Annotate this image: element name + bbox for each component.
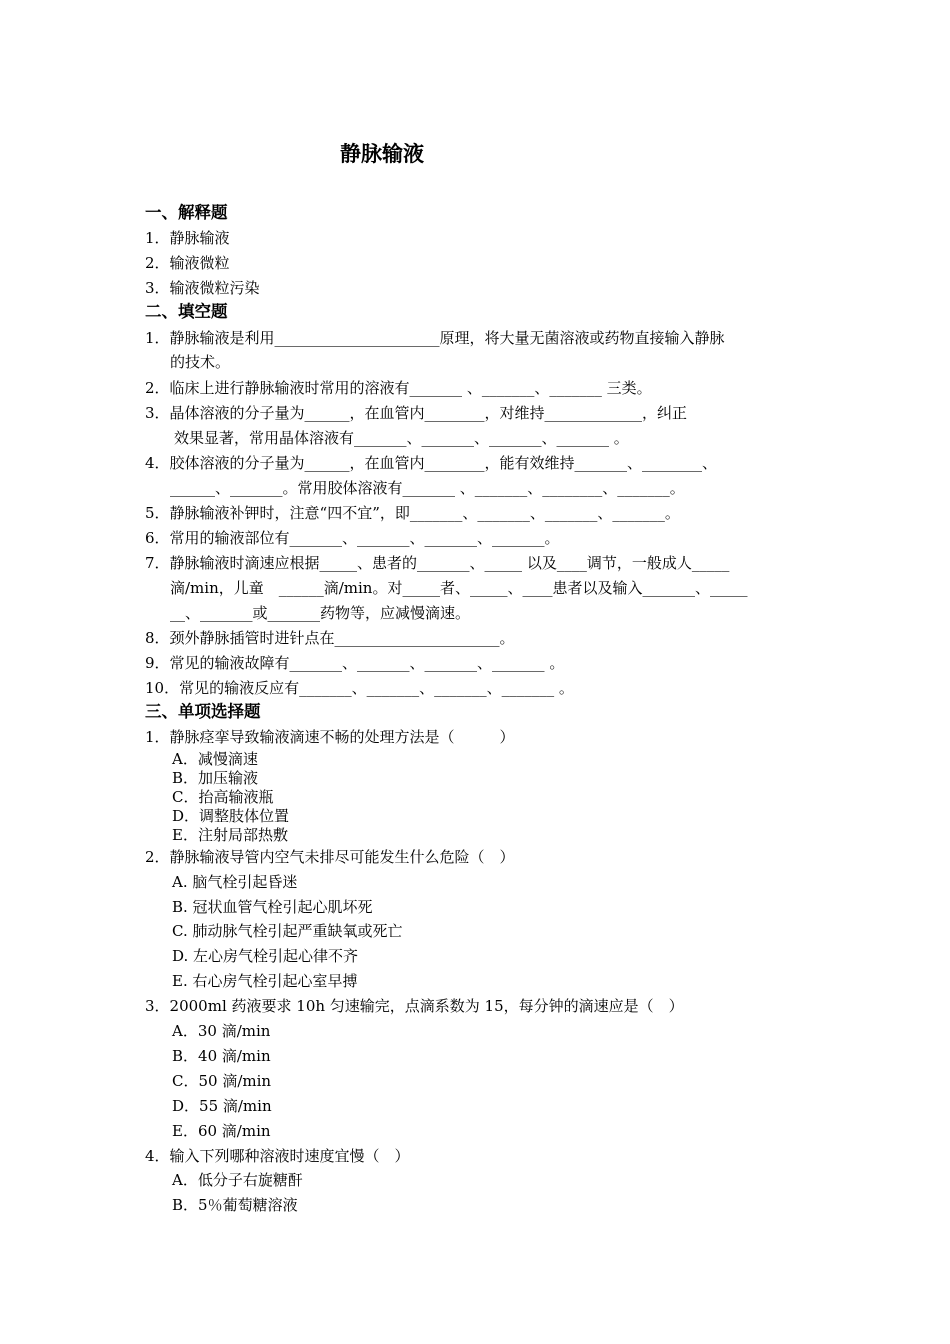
question-line: 4．输入下列哪种溶液时速度宜慢（ ）: [145, 1147, 410, 1165]
option-line: D．55 滴/min: [172, 1097, 272, 1115]
option-line: B．加压输液: [172, 769, 259, 787]
option-line: C．抬高输液瓶: [172, 788, 274, 806]
question-line: 10．常见的输液反应有_______、_______、_______、_______ 。: [145, 679, 574, 697]
section-heading-single-choice: 三、单项选择题: [145, 702, 261, 721]
option-line: A．低分子右旋糖酐: [172, 1171, 303, 1189]
option-line: B．5％葡萄糖溶液: [172, 1196, 298, 1214]
question-line: 5．静脉输液补钾时，注意“四不宜”，即_______、_______、_______、_______。: [145, 504, 680, 522]
option-line: C．50 滴/min: [172, 1072, 272, 1090]
option-line: D. 左心房气栓引起心律不齐: [172, 947, 359, 965]
question-line: 9．常见的输液故障有_______、_______、_______、_______ 。: [145, 654, 565, 672]
question-line: 1．静脉输液是利用______________________原理，将大量无菌溶液或药物直接输入静脉: [145, 329, 725, 347]
question-line: 的技术。: [170, 353, 231, 371]
question-line: 3．输液微粒污染: [145, 279, 260, 297]
question-line: 2．输液微粒: [145, 254, 230, 272]
section-heading-definitions: 一、解释题: [145, 203, 228, 222]
question-line: 6．常用的输液部位有_______、_______、_______、_______。: [145, 529, 560, 547]
option-line: B. 冠状血管气栓引起心肌坏死: [172, 898, 373, 916]
option-line: E. 右心房气栓引起心室早搏: [172, 972, 358, 990]
question-line: 效果显著，常用晶体溶液有_______、_______、_______、_______ 。: [174, 429, 629, 447]
question-line: 1．静脉输液: [145, 229, 230, 247]
question-line: ______、_______。常用胶体溶液有_______ 、_______、________、_______。: [170, 479, 685, 497]
question-line: 7．静脉输液时滴速应根据_____、患者的_______、_____ 以及____调节，一般成人_____: [145, 554, 730, 572]
option-line: A. 脑气栓引起昏迷: [172, 873, 298, 891]
option-line: E．60 滴/min: [172, 1122, 271, 1140]
question-line: __、_______或_______药物等，应减慢滴速。: [170, 604, 471, 622]
option-line: C. 肺动脉气栓引起严重缺氧或死亡: [172, 922, 403, 940]
option-line: E．注射局部热敷: [172, 826, 288, 844]
question-line: 1．静脉痉挛导致输液滴速不畅的处理方法是（ ）: [145, 728, 515, 746]
option-line: A．30 滴/min: [172, 1022, 271, 1040]
question-line: 2．静脉输液导管内空气未排尽可能发生什么危险（ ）: [145, 848, 515, 866]
page-title: 静脉输液: [340, 142, 424, 166]
option-line: D．调整肢体位置: [172, 807, 290, 825]
question-line: 8．颈外静脉插管时进针点在______________________。: [145, 629, 515, 647]
section-heading-fill-blank: 二、填空题: [145, 302, 228, 321]
question-line: 滴/min，儿童 ______滴/min。对_____者、_____、____患者以及输入_______、_____: [170, 579, 748, 597]
question-line: 3．2000ml 药液要求 10h 匀速输完，点滴系数为 15，每分钟的滴速应是（ ）: [145, 997, 684, 1015]
question-line: 4．胶体溶液的分子量为______，在血管内________，能有效维持_______、________、: [145, 454, 718, 472]
question-line: 2．临床上进行静脉输液时常用的溶液有_______ 、_______、_______ 三类。: [145, 379, 652, 397]
option-line: B．40 滴/min: [172, 1047, 271, 1065]
option-line: A．减慢滴速: [172, 750, 258, 768]
question-line: 3．晶体溶液的分子量为______，在血管内________，对维持_____________，纠正: [145, 404, 688, 422]
